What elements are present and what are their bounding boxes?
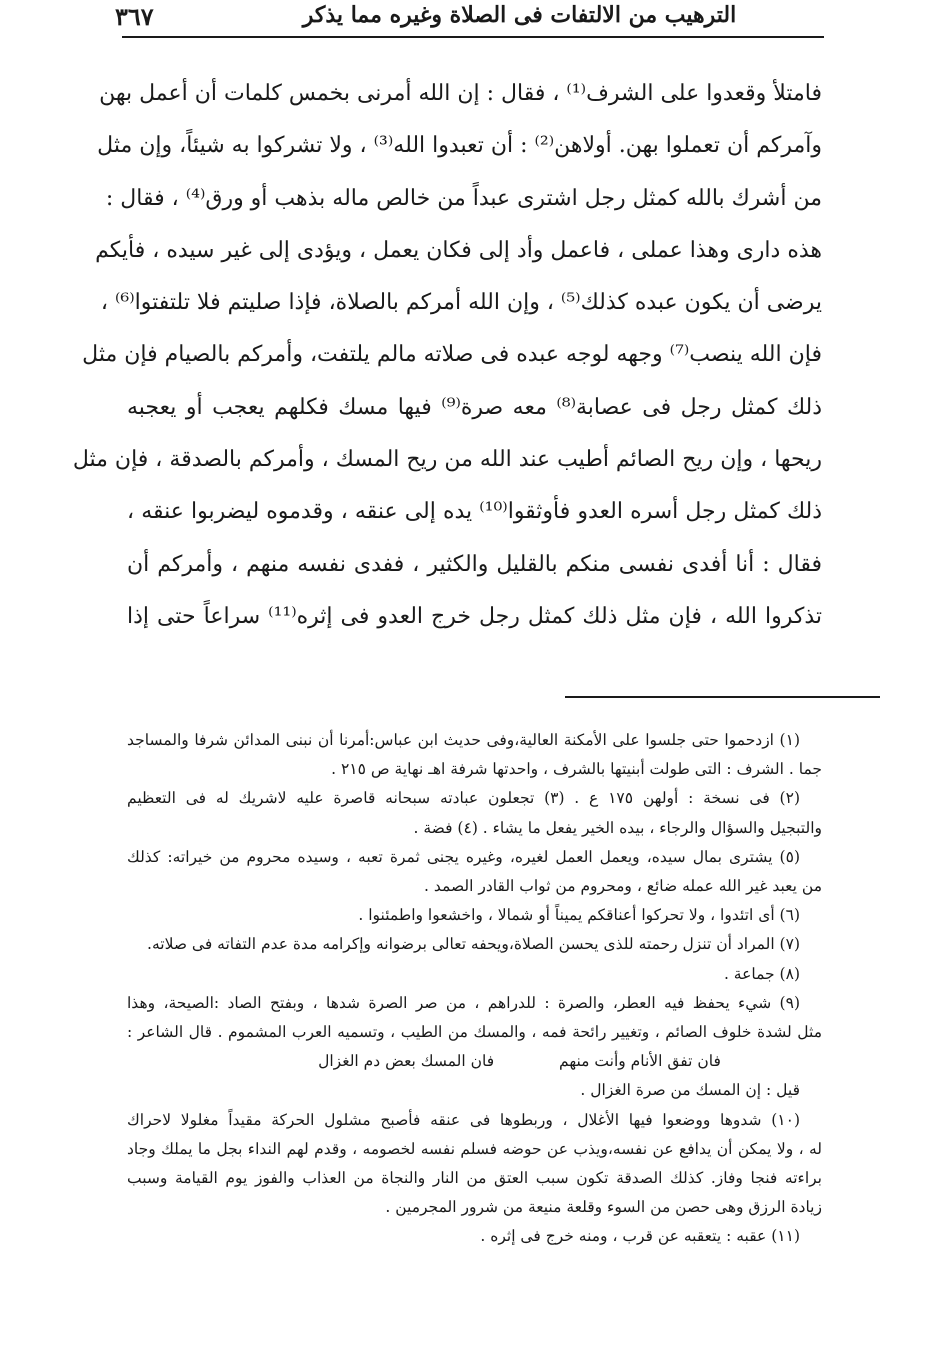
footnote-line: (٢) فى نسخة : أولهن ١٧٥ ع . (٣) تجعلون عبادته سبحانه قاصرة عليه لاشريك له فى التعظيم xyxy=(127,789,800,808)
text-line: من أشرك بالله كمثل رجل اشترى عبداً من خالص ماله بذهب أو ورق⁽⁴⁾ ، فقال : xyxy=(105,185,822,211)
text-line: هذه دارى وهذا عملى ، فاعمل وأد إلى فكان يعمل ، ويؤدى إلى غير سيده ، فأيكم xyxy=(95,237,822,263)
poetry-verse xyxy=(127,1047,822,1076)
footnote-line: جما . الشرف : التى طولت أبنيتها بالشرف ، واحدتها شرفة اهـ نهاية ص ٢١٥ . xyxy=(331,760,822,779)
running-title: الترهيب من الالتفات فى الصلاة وغيره مما يذكر xyxy=(302,2,737,28)
verse-hemistich-1: فان تفق الأنام وأنت منهم xyxy=(559,1052,721,1071)
text-line: يرضى أن يكون عبده كذلك⁽⁵⁾ ، وإن الله أمركم بالصلاة، فإذا صليتم فلا تلتفتوا⁽⁶⁾ ، xyxy=(100,290,822,316)
text-line: ريحها ، وإن ريح الصائم أطيب عند الله من ريح المسك ، وأمركم بالصدقة ، فإن مثل xyxy=(72,447,822,473)
main-text xyxy=(72,68,823,643)
footnote-line: (١) ازدحموا حتى جلسوا على الأمكنة العالية،وفى حديث ابن عباس:أمرنا أن نبنى المدائن شرفا والمساجد xyxy=(127,731,800,749)
verse-hemistich-2: فان المسك بعض دم الغزال xyxy=(318,1052,495,1071)
footnote-line: (١٠) شدوها ووضعوا فيها الأغلال ، وربطوها فى عنقه فأصبح مشلول الحركة مقيداً مغلولا لاحراك xyxy=(127,1110,800,1129)
header-rule xyxy=(122,36,824,38)
footnote-line: (٥) يشترى بمال سيده، ويعمل العمل لغيره، وغيره يجنى ثمرة تعبه ، وسيده محروم من خيراته: كذلك xyxy=(127,847,800,866)
text-line: ذلك كمثل رجل أسره العدو فأوثقوا⁽¹⁰⁾ يده إلى عنقه ، وقدموه ليضربوا عنقه ، xyxy=(127,499,822,525)
footnote-line: والتبجيل والسؤال والرجاء ، بيده الخير يفعل ما يشاء . (٤) فضة . xyxy=(413,818,822,837)
text-line: فقال : أنا أفدى نفسى منكم بالقليل والكثير ، ففدى نفسه منهم ، وأمركم أن xyxy=(127,551,822,577)
footnote-divider xyxy=(565,696,880,698)
text-line: ذلك كمثل رجل فى عصابة⁽⁸⁾ معه صرة⁽⁹⁾ فيها مسك فكلهم يعجب أو يعجبه xyxy=(127,394,822,420)
footnote-line: براءته فنجا وفاز. كذلك الصدقة تكون سبب العتق من النار والنجاة من العذاب والفوز يوم القيامة وسبب xyxy=(127,1169,822,1188)
footnote-line: (٩) شيء يحفظ فيه العطر، والصرة : للدراهم ، من صر الصرة شدها ، وبفتح الصاد :الصيحة، وهذا xyxy=(127,993,800,1012)
text-line: وآمركم أن تعملوا بهن. أولاهن⁽²⁾ : أن تعبدوا الله⁽³⁾ ، ولا تشركوا به شيئاً، وإن مثل xyxy=(97,133,822,159)
page-header xyxy=(115,2,829,32)
text-line: تذكروا الله ، فإن مثل ذلك كمثل رجل خرج العدو فى إثره⁽¹¹⁾ سراعاً حتى إذا xyxy=(127,603,823,629)
footnote-line: مثل لشدة خلوف الصائم ، وتغيير رائحة فمه ، والمسك من الطيب ، وتسميه العرب المشموم . قال الشاعر : xyxy=(127,1023,822,1042)
footnote-line: (١١) عقبه : يتعقبه عن قرب ، ومنه خرج فى إثره . xyxy=(480,1227,800,1246)
footnote-line: (٦) أى اتئدوا ، ولا تحركوا أعناقكم يميناً أو شمالا ، واخشعوا واطمئنوا . xyxy=(358,906,800,925)
footnote-line: زيادة الرزق وهى حصن من السوء وقلعة منيعة من شرور المجرمين . xyxy=(385,1198,822,1217)
footnotes xyxy=(127,726,822,1252)
page-number: ٣٦٧ xyxy=(115,2,154,31)
text-line: فإن الله ينصب⁽⁷⁾ وجهه لوجه عبده فى صلاته مالم يلتفت، وأمركم بالصيام فإن مثل xyxy=(82,342,822,368)
footnote-line: قيل : إن المسك من صرة الغزال . xyxy=(580,1081,800,1100)
footnote-line: من يعبد غير الله عمله ضائع ، ومحروم من ثواب القادر الصمد . xyxy=(424,877,822,896)
footnote-line: (٧) المراد أن تنزل رحمته للذى يحسن الصلاة،ويحفه تعالى برضوانه وإكرامه مدة عدم التفاته فى صلاته. xyxy=(147,935,800,954)
footnote-line: له ، ولا يمكن أن يدافع عن نفسه،ويذب عن حوضه فسلم نفسه لخصومه ، وقدم لهم النداء بجل ما يملك وجاد xyxy=(127,1139,822,1158)
text-line: فامتلأ وقعدوا على الشرف⁽¹⁾ ، فقال : إن الله أمرنى بخمس كلمات أن أعمل بهن xyxy=(99,81,822,106)
footnote-line: (٨) جماعة . xyxy=(723,964,800,983)
